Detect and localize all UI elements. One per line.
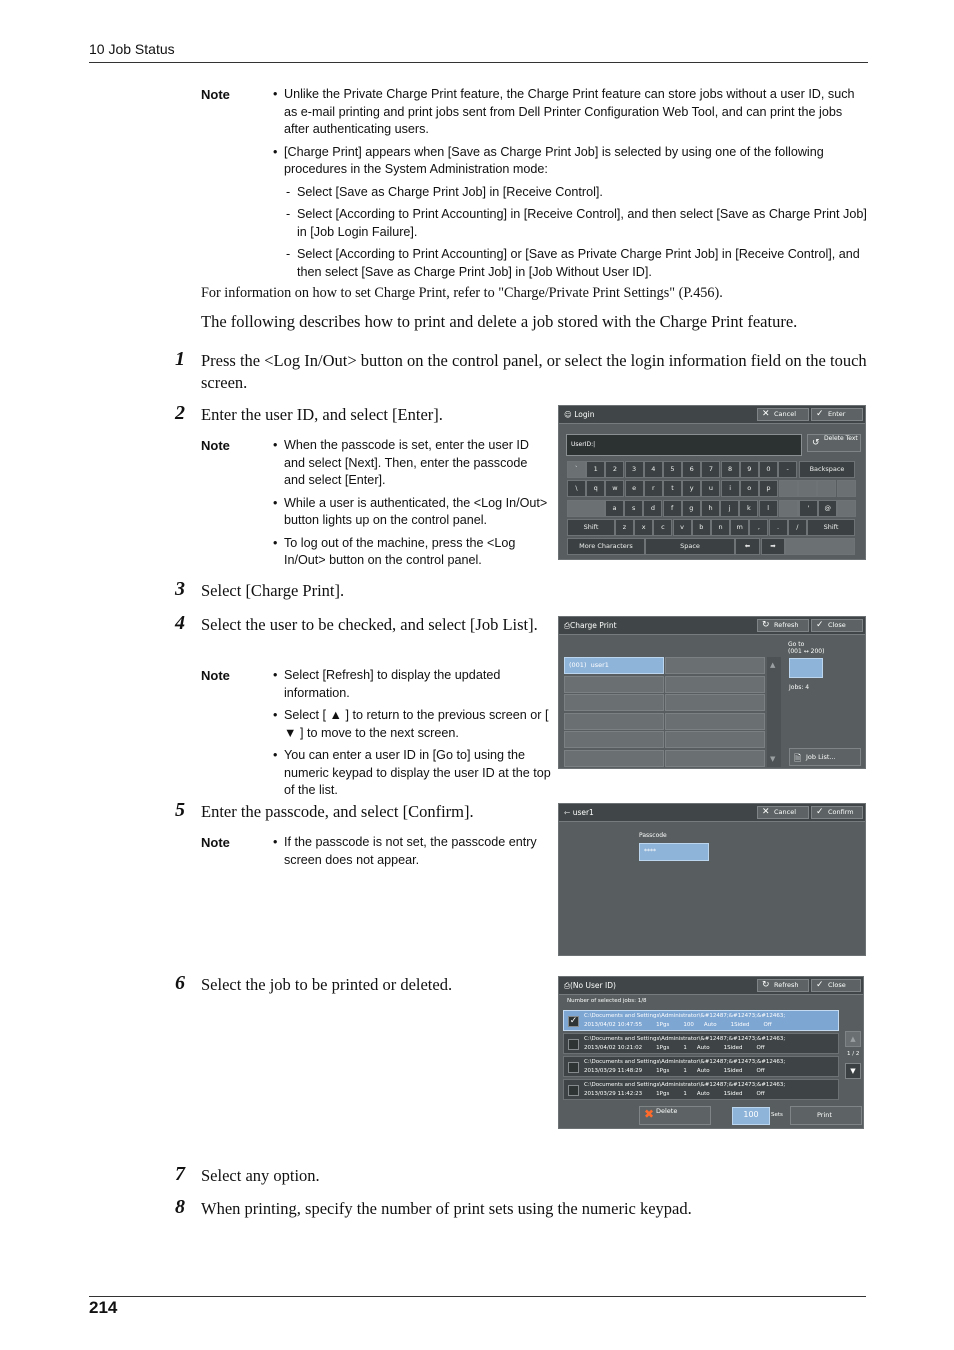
job-color: Auto bbox=[703, 1022, 717, 1028]
check-icon: ✓ bbox=[816, 980, 824, 990]
check-icon: ✓ bbox=[816, 409, 824, 419]
key-icon: ⇽ bbox=[564, 808, 571, 817]
more-characters-key[interactable]: More Characters bbox=[567, 538, 645, 555]
keyboard-key[interactable]: 7 bbox=[701, 461, 720, 478]
keyboard-key[interactable]: h bbox=[701, 500, 720, 517]
title-bar bbox=[559, 617, 865, 635]
enter-button[interactable]: ✓ Enter bbox=[811, 408, 863, 421]
passcode-title: ⇽ user1 bbox=[564, 808, 594, 817]
user-cell[interactable] bbox=[564, 676, 664, 693]
note-label: Note bbox=[201, 87, 230, 102]
job-row[interactable] bbox=[563, 1056, 839, 1077]
job-staple: Off bbox=[756, 1068, 765, 1074]
refresh-button[interactable]: ↻ Refresh bbox=[757, 979, 809, 992]
job-sets: 1 bbox=[683, 1068, 687, 1074]
step4-note-body bbox=[273, 667, 551, 800]
job-color: Auto bbox=[696, 1068, 710, 1074]
note-sub-item: - Select [Save as Charge Print Job] in [Receive Control]. bbox=[284, 184, 868, 202]
right-arrow-key[interactable]: ➡ bbox=[761, 538, 785, 555]
note-bullet: • While a user is authenticated, the <Log In/Out> button lights up on the control panel. bbox=[273, 495, 548, 530]
user-cell[interactable] bbox=[665, 657, 765, 674]
keyboard-key[interactable]: j bbox=[720, 500, 739, 517]
keyboard-key[interactable]: 5 bbox=[663, 461, 682, 478]
header-rule bbox=[89, 62, 868, 63]
job-sets: 100 bbox=[683, 1022, 694, 1028]
job-staple: Off bbox=[756, 1045, 765, 1051]
shift-key[interactable]: Shift bbox=[567, 519, 615, 536]
job-path: C:\Documents and Settings\Administrator\&#12487;&#12473;&#12463; bbox=[584, 1036, 786, 1042]
user-cell[interactable] bbox=[665, 694, 765, 711]
userid-field[interactable]: UserID:| bbox=[566, 434, 802, 456]
keyboard-key[interactable]: a bbox=[605, 500, 624, 517]
blank-key[interactable] bbox=[798, 480, 817, 497]
step2-note-body bbox=[273, 437, 548, 570]
space-key[interactable]: Space bbox=[645, 538, 735, 555]
passcode-label: Passcode bbox=[639, 832, 667, 839]
blank-key[interactable] bbox=[567, 500, 605, 517]
keyboard-key[interactable]: 3 bbox=[625, 461, 644, 478]
jobs-count: Jobs: 4 bbox=[789, 684, 810, 691]
user-cell[interactable] bbox=[564, 731, 664, 748]
step-number: 4 bbox=[175, 612, 185, 634]
keyboard-key[interactable]: c bbox=[653, 519, 672, 536]
keyboard-key[interactable]: , bbox=[749, 519, 768, 536]
keyboard-key[interactable]: e bbox=[625, 480, 644, 497]
keyboard-key[interactable]: 1 bbox=[586, 461, 605, 478]
top-note-body bbox=[273, 86, 868, 281]
keyboard-key[interactable]: b bbox=[692, 519, 711, 536]
keyboard-key[interactable]: y bbox=[682, 480, 701, 497]
note-bullet: • [Charge Print] appears when [Save as Charge Print Job] is selected by using one of the following procedures in the System Administration mode: bbox=[273, 144, 868, 179]
charge-print-screenshot bbox=[558, 616, 866, 769]
close-icon: ✕ bbox=[762, 409, 770, 419]
keyboard-key[interactable]: z bbox=[615, 519, 634, 536]
cancel-button[interactable]: ✕ Cancel bbox=[757, 408, 809, 421]
scroll-up-icon[interactable]: ▲ bbox=[770, 661, 776, 669]
keyboard-key[interactable]: g bbox=[682, 500, 701, 517]
keyboard-key[interactable]: d bbox=[643, 500, 662, 517]
keyboard-key[interactable]: / bbox=[788, 519, 807, 536]
job-details bbox=[584, 1067, 779, 1075]
keyboard-key[interactable]: n bbox=[711, 519, 730, 536]
step-number: 7 bbox=[175, 1163, 185, 1185]
user-cell[interactable] bbox=[564, 750, 664, 767]
left-arrow-key[interactable]: ⬅ bbox=[735, 538, 760, 555]
passcode-input[interactable]: **** bbox=[639, 843, 709, 861]
keyboard-key[interactable]: 8 bbox=[721, 461, 740, 478]
blank-key[interactable] bbox=[817, 480, 836, 497]
delete-text-button[interactable]: ↺ Delete Text bbox=[807, 434, 861, 452]
page-indicator: 1 / 2 bbox=[847, 1051, 860, 1057]
user-cell[interactable] bbox=[564, 694, 664, 711]
job-pgs: 1Pgs bbox=[656, 1068, 670, 1074]
delete-icon: ✖ bbox=[644, 1107, 655, 1121]
step-text: Press the <Log In/Out> button on the control panel, or select the login information field on the touch screen. bbox=[201, 351, 867, 392]
step-text: Select the job to be printed or deleted. bbox=[201, 975, 453, 994]
keyboard-key[interactable]: o bbox=[740, 480, 759, 497]
note-bullet: • Unlike the Private Charge Print feature, the Charge Print feature can store jobs without a user ID, such as e-mail printing and print jobs sent from Dell Printer Configuration Web Tool, and can print the jobs after authenticating users. bbox=[273, 86, 868, 139]
job-date: 2013/04/02 10:21:02 bbox=[584, 1045, 643, 1051]
close-icon: ✕ bbox=[762, 807, 770, 817]
job-sided: 1Sided bbox=[723, 1068, 743, 1074]
job-path: C:\Documents and Settings\Administrator\&#12487;&#12473;&#12463; bbox=[584, 1013, 786, 1019]
page-number: 214 bbox=[89, 1298, 118, 1317]
note-sub-item: - Select [According to Print Accounting] in [Receive Control], and then select [Save as Charge Print Job] in [Job Login Failure]. bbox=[284, 206, 868, 241]
keyboard-key[interactable]: \ bbox=[567, 480, 586, 497]
job-details bbox=[584, 1044, 779, 1052]
blank-key[interactable] bbox=[837, 480, 856, 497]
blank-key[interactable] bbox=[785, 538, 855, 555]
user-cell[interactable] bbox=[665, 731, 765, 748]
note-bullet: • When the passcode is set, enter the user ID and select [Next]. Then, enter the passcode and select [Enter]. bbox=[273, 437, 548, 490]
user-cell[interactable] bbox=[665, 676, 765, 693]
job-pgs: 1Pgs bbox=[656, 1091, 670, 1097]
job-sets: 1 bbox=[683, 1091, 687, 1097]
checkbox[interactable] bbox=[568, 1062, 579, 1073]
job-date: 2013/03/29 11:48:29 bbox=[584, 1068, 643, 1074]
confirm-button[interactable]: ✓ Confirm bbox=[811, 806, 863, 819]
user-cell[interactable] bbox=[665, 750, 765, 767]
refresh-icon: ↻ bbox=[762, 980, 770, 990]
keyboard-key[interactable]: t bbox=[663, 480, 682, 497]
user-cell[interactable] bbox=[665, 713, 765, 730]
job-sided: 1Sided bbox=[723, 1091, 743, 1097]
step-text: Enter the user ID, and select [Enter]. bbox=[201, 405, 443, 424]
job-pgs: 1Pgs bbox=[656, 1045, 670, 1051]
scrollbar[interactable] bbox=[767, 657, 781, 767]
keyboard-key[interactable]: . bbox=[769, 519, 788, 536]
note-bullet: • If the passcode is not set, the passcode entry screen does not appear. bbox=[273, 834, 548, 869]
keyboard-key[interactable]: r bbox=[644, 480, 663, 497]
note-label: Note bbox=[201, 835, 230, 850]
printer-icon: ⎙ bbox=[564, 981, 570, 990]
keyboard-key[interactable]: 2 bbox=[605, 461, 624, 478]
job-list-title: ⎙(No User ID) bbox=[564, 981, 616, 990]
user-icon: ☺ bbox=[564, 410, 572, 419]
step-text: Select [Charge Print]. bbox=[201, 581, 345, 600]
step-number: 6 bbox=[175, 972, 185, 994]
checkbox[interactable] bbox=[568, 1039, 579, 1050]
checkbox[interactable] bbox=[568, 1085, 579, 1096]
backspace-key[interactable]: Backspace bbox=[799, 461, 855, 478]
step-text: Select the user to be checked, and select [Job List]. bbox=[201, 615, 538, 634]
checkbox[interactable]: ✓ bbox=[569, 1016, 578, 1026]
keyboard-key[interactable]: 4 bbox=[644, 461, 663, 478]
charge-print-title: ⎙Charge Print bbox=[564, 621, 617, 630]
blank-key[interactable] bbox=[779, 500, 798, 517]
keyboard-key[interactable]: 0 bbox=[759, 461, 778, 478]
delete-button[interactable]: ✖ Delete bbox=[639, 1106, 711, 1125]
section-header: 10 Job Status bbox=[89, 41, 175, 57]
job-details bbox=[584, 1021, 786, 1029]
job-staple: Off bbox=[756, 1091, 765, 1097]
selected-count: Number of selected jobs: 1/8 bbox=[567, 998, 647, 1004]
job-color: Auto bbox=[696, 1045, 710, 1051]
keyboard-key[interactable]: ` bbox=[567, 461, 586, 478]
job-sets: 1 bbox=[683, 1045, 687, 1051]
close-button[interactable]: ✓ Close bbox=[811, 979, 861, 992]
blank-key[interactable] bbox=[837, 500, 856, 517]
note-bullet: • Select [Refresh] to display the updated information. bbox=[273, 667, 551, 702]
up-arrow-icon: ▲ bbox=[850, 1035, 856, 1043]
blank-key[interactable] bbox=[779, 480, 798, 497]
check-icon: ✓ bbox=[816, 807, 824, 817]
keyboard-key[interactable]: u bbox=[701, 480, 720, 497]
print-button[interactable]: Print bbox=[790, 1106, 862, 1125]
user-cell[interactable] bbox=[564, 713, 664, 730]
note-label: Note bbox=[201, 668, 230, 683]
job-list-screenshot bbox=[558, 976, 864, 1129]
keyboard-key[interactable]: p bbox=[759, 480, 778, 497]
keyboard-key[interactable]: - bbox=[778, 461, 797, 478]
note-label: Note bbox=[201, 438, 230, 453]
step5-note-body bbox=[273, 834, 548, 869]
printer-icon: ⎙ bbox=[564, 621, 570, 630]
title-bar bbox=[559, 977, 863, 995]
cancel-button[interactable]: ✕ Cancel bbox=[757, 806, 809, 819]
step-text: When printing, specify the number of print sets using the numeric keypad. bbox=[201, 1199, 692, 1218]
job-staple: Off bbox=[763, 1022, 772, 1028]
keyboard-key[interactable]: q bbox=[586, 480, 605, 497]
keyboard-key[interactable]: v bbox=[673, 519, 692, 536]
step-number: 5 bbox=[175, 799, 185, 821]
footer-rule bbox=[89, 1296, 866, 1297]
keyboard-key[interactable]: f bbox=[663, 500, 682, 517]
step-text: Enter the passcode, and select [Confirm]. bbox=[201, 802, 474, 821]
note-bullet: • You can enter a user ID in [Go to] using the numeric keypad to display the user ID at the top of the list. bbox=[273, 747, 551, 800]
job-sided: 1Sided bbox=[723, 1045, 743, 1051]
refresh-icon: ↻ bbox=[762, 620, 770, 630]
check-icon: ✓ bbox=[816, 620, 824, 630]
keyboard-key[interactable]: ' bbox=[799, 500, 818, 517]
job-row[interactable] bbox=[563, 1079, 839, 1100]
title-bar bbox=[559, 406, 865, 424]
keyboard-key[interactable]: 9 bbox=[740, 461, 759, 478]
keyboard-key[interactable]: s bbox=[624, 500, 643, 517]
job-date: 2013/04/02 10:47:55 bbox=[584, 1022, 643, 1028]
job-path: C:\Documents and Settings\Administrator\&#12487;&#12473;&#12463; bbox=[584, 1082, 786, 1088]
login-title: ☺ Login bbox=[564, 410, 595, 419]
note-sub-item: - Select [According to Print Accounting] or [Save as Private Charge Print Job] in [Receive Control], and then select [Save as Charge Print Job] in [Job Without User ID]. bbox=[284, 246, 868, 281]
step-number: 1 bbox=[175, 348, 185, 370]
user-cell-user1[interactable]: (001) user1 bbox=[564, 657, 664, 674]
keyboard-key[interactable]: i bbox=[721, 480, 740, 497]
info-line: For information on how to set Charge Print, refer to "Charge/Private Print Settings" (P.456). bbox=[201, 285, 723, 301]
job-list-button[interactable]: 🗎 Job List... bbox=[789, 748, 861, 766]
shift-key[interactable]: Shift bbox=[807, 519, 855, 536]
step-number: 3 bbox=[175, 578, 185, 600]
job-row[interactable] bbox=[563, 1010, 839, 1031]
passcode-screenshot bbox=[558, 803, 866, 956]
keyboard-key[interactable]: @ bbox=[818, 500, 837, 517]
down-arrow-icon: ▼ bbox=[850, 1067, 856, 1075]
close-button[interactable]: ✓ Close bbox=[811, 619, 863, 632]
keyboard-key[interactable]: k bbox=[739, 500, 758, 517]
step-text: Select any option. bbox=[201, 1166, 320, 1185]
job-date: 2013/03/29 11:42:23 bbox=[584, 1091, 643, 1097]
keyboard-key[interactable]: l bbox=[759, 500, 778, 517]
goto-label: Go to (001 ↔ 200) bbox=[788, 641, 825, 655]
note-bullet: • Select [ ▲ ] to return to the previous screen or [ ▼ ] to move to the next screen. bbox=[273, 707, 551, 742]
refresh-button[interactable]: ↻ Refresh bbox=[757, 619, 809, 632]
job-sided: 1Sided bbox=[730, 1022, 750, 1028]
page-up-button[interactable] bbox=[845, 1031, 861, 1047]
keyboard-key[interactable]: x bbox=[634, 519, 653, 536]
intro-line: The following describes how to print and delete a job stored with the Charge Print feature. bbox=[201, 312, 798, 331]
document-icon: 🗎 bbox=[794, 754, 802, 764]
step-number: 2 bbox=[175, 402, 185, 424]
page-down-button[interactable] bbox=[845, 1063, 861, 1079]
goto-input[interactable] bbox=[789, 658, 823, 678]
job-pgs: 1Pgs bbox=[656, 1022, 670, 1028]
job-details bbox=[584, 1090, 779, 1098]
job-path: C:\Documents and Settings\Administrator\&#12487;&#12473;&#12463; bbox=[584, 1059, 786, 1065]
keyboard-key[interactable]: 6 bbox=[682, 461, 701, 478]
keyboard-key[interactable]: m bbox=[730, 519, 749, 536]
sets-input[interactable]: 100 bbox=[732, 1107, 770, 1125]
login-screenshot bbox=[558, 405, 866, 560]
scroll-down-icon[interactable]: ▼ bbox=[770, 755, 776, 763]
job-color: Auto bbox=[696, 1091, 710, 1097]
sets-label: Sets bbox=[771, 1112, 783, 1118]
keyboard-key[interactable]: w bbox=[605, 480, 624, 497]
title-bar bbox=[559, 804, 865, 822]
note-bullet: • To log out of the machine, press the <Log In/Out> button on the control panel. bbox=[273, 535, 548, 570]
job-row[interactable] bbox=[563, 1033, 839, 1054]
step-number: 8 bbox=[175, 1196, 185, 1218]
undo-icon: ↺ bbox=[812, 438, 820, 448]
